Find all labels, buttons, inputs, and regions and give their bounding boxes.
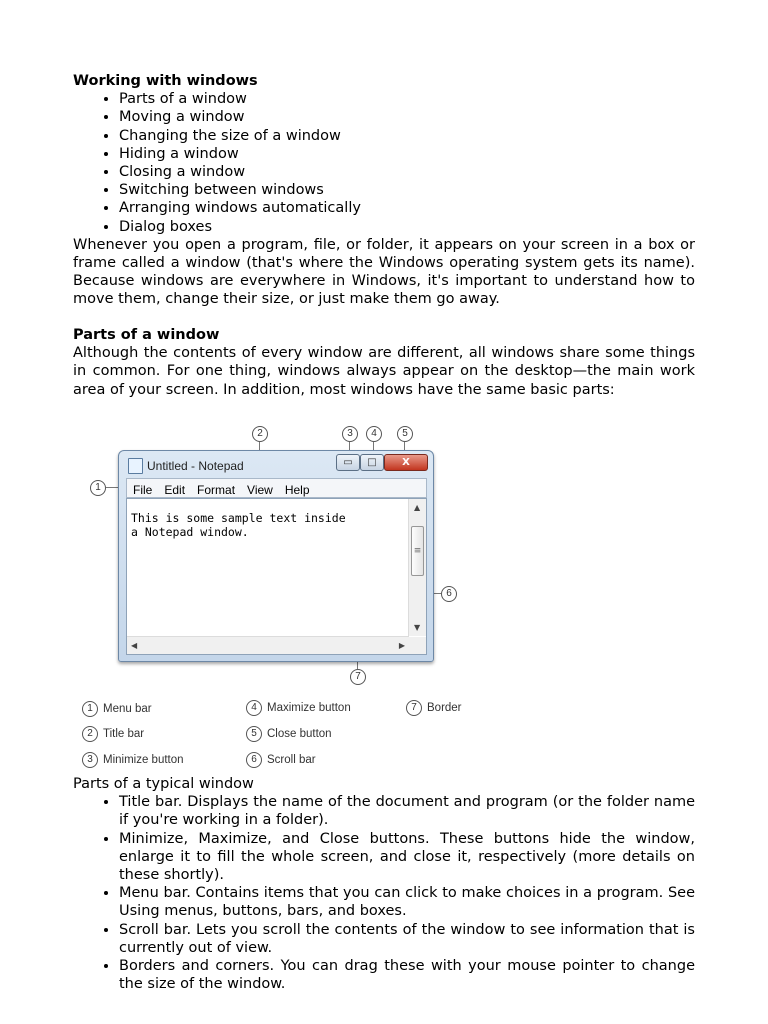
list-item: • Minimize, Maximize, and Close buttons. These buttons hide the window, enlarge it to fill the whole screen, and close it, respectively (more details on these shortly).	[119, 830, 695, 885]
list-item: • Scroll bar. Lets you scroll the contents of the window to see information that is currently out of view.	[119, 921, 695, 957]
list-item[interactable]: • Moving a window	[119, 108, 695, 126]
list-item: • Menu bar. Contains items that you can click to make choices in a program. See Using menus, buttons, bars, and boxes.	[119, 884, 695, 920]
heading-parts-of-a-window: Parts of a window	[73, 327, 220, 343]
parts-intro-paragraph: Although the contents of every window are different, all windows share some things in common. For one thing, windows always appear on the desktop—the main work area of your screen. In addition, most windows have the same basic parts:	[73, 345, 695, 398]
legend-item	[406, 700, 462, 716]
list-item[interactable]: • Closing a window	[119, 163, 695, 181]
menu-format[interactable]: Format	[197, 483, 236, 497]
scroll-right-icon[interactable]: ▶	[398, 641, 405, 650]
menu-view[interactable]: View	[247, 483, 273, 497]
legend-label: Close button	[267, 728, 332, 741]
legend-item	[246, 700, 351, 716]
list-item[interactable]: • Switching between windows	[119, 181, 695, 199]
scroll-thumb[interactable]: ≡	[411, 526, 424, 576]
figure-caption: Parts of a typical window	[73, 776, 254, 792]
list-item[interactable]: • Arranging windows automatically	[119, 199, 695, 217]
list-item[interactable]: • Dialog boxes	[119, 218, 695, 236]
list-item[interactable]: • Changing the size of a window	[119, 127, 695, 145]
section-parts-of-a-window	[73, 326, 695, 399]
callout-2: 2	[252, 426, 268, 442]
menu-edit[interactable]: Edit	[164, 483, 186, 497]
menu-file[interactable]: File	[133, 483, 153, 497]
legend-item	[246, 726, 332, 742]
notepad-figure	[0, 420, 768, 770]
size-grip[interactable]	[409, 637, 426, 654]
window-title: Untitled - Notepad	[147, 459, 244, 473]
callout-1: 1	[90, 480, 106, 496]
notepad-window[interactable]	[118, 450, 434, 662]
callout-6: 6	[441, 586, 457, 602]
text-area[interactable]	[126, 498, 427, 655]
legend-label: Title bar	[103, 728, 145, 741]
vertical-scrollbar[interactable]	[408, 499, 426, 636]
callout-7: 7	[350, 669, 366, 685]
callout-5: 5	[397, 426, 413, 442]
scroll-left-icon[interactable]: ◀	[131, 641, 138, 650]
list-item[interactable]: • Hiding a window	[119, 145, 695, 163]
legend-item	[82, 752, 184, 768]
legend-label: Scroll bar	[267, 754, 316, 767]
heading-working-with-windows: Working with windows	[73, 73, 258, 89]
scroll-up-icon[interactable]: ▲	[414, 503, 421, 512]
legend-label: Minimize button	[103, 754, 184, 767]
callout-4: 4	[366, 426, 382, 442]
list-item[interactable]: • Parts of a window	[119, 90, 695, 108]
legend-number: 6	[246, 752, 262, 768]
legend-number: 4	[246, 700, 262, 716]
menu-help[interactable]: Help	[284, 483, 310, 497]
notepad-icon	[128, 458, 143, 474]
legend-label: Border	[427, 702, 462, 715]
intro-paragraph: Whenever you open a program, file, or folder, it appears on your screen in a box or frame called a window (that's where the Windows operating system gets its name). Because windows are everywhere in Windows, it's important to understand how to move them, change their size, or just make them go away.	[73, 236, 695, 308]
section-typical-window	[73, 775, 695, 993]
callout-3: 3	[342, 426, 358, 442]
maximize-button[interactable]: □	[360, 454, 384, 471]
parts-list	[73, 793, 695, 993]
legend-label: Menu bar	[103, 703, 152, 716]
section-working-with-windows	[73, 72, 695, 309]
legend-number: 7	[406, 700, 422, 716]
sample-text: This is some sample text inside a Notepad window.	[131, 511, 346, 539]
menu-bar	[126, 478, 427, 498]
legend-item	[246, 752, 316, 768]
legend-label: Maximize button	[267, 702, 351, 715]
scroll-down-icon[interactable]: ▼	[414, 623, 421, 632]
legend-number: 1	[82, 701, 98, 717]
legend-number: 3	[82, 752, 98, 768]
close-button[interactable]: X	[384, 454, 428, 471]
legend-item	[82, 726, 144, 742]
legend-number: 5	[246, 726, 262, 742]
list-item: • Title bar. Displays the name of the document and program (or the folder name if you're working in a folder).	[119, 793, 695, 829]
legend-number: 2	[82, 726, 98, 742]
minimize-button[interactable]: ▭	[336, 454, 360, 471]
list-item: • Borders and corners. You can drag these with your mouse pointer to change the size of the window.	[119, 957, 695, 993]
topics-list	[73, 90, 695, 236]
legend-item	[82, 701, 152, 717]
horizontal-scrollbar[interactable]	[127, 636, 409, 654]
